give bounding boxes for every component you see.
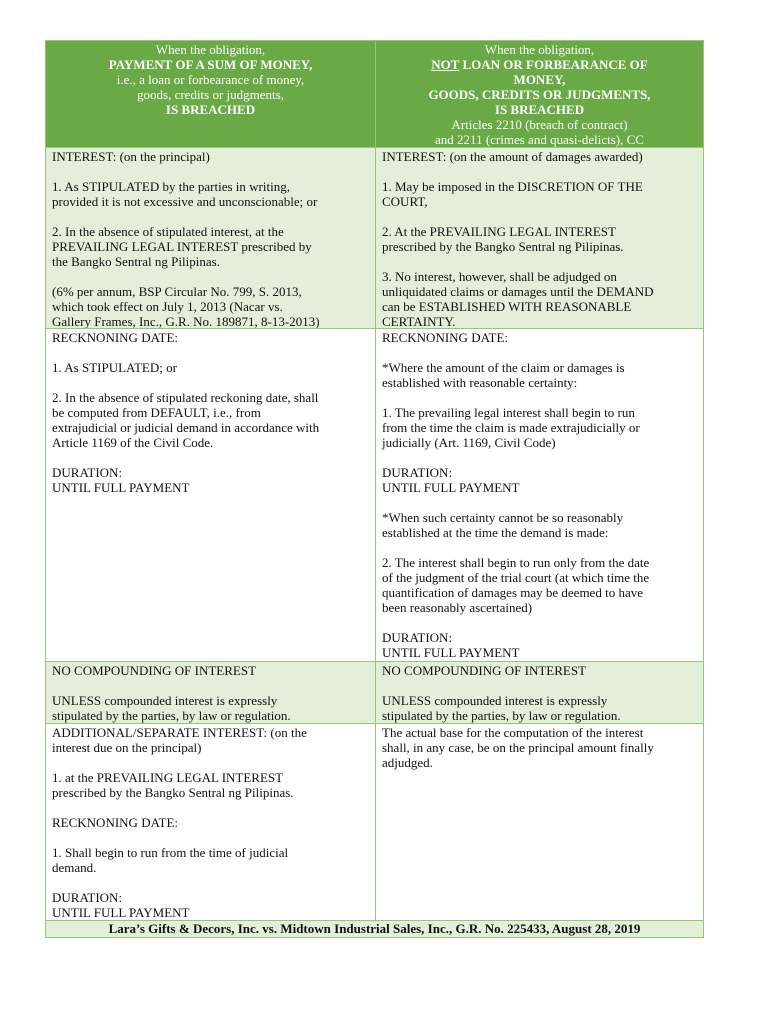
cell-text: which took effect on July 1, 2013 (Nacar vs.	[52, 299, 283, 314]
compounding-right-cell	[376, 662, 703, 724]
cell-text: provided it is not excessive and unconscionable; or	[52, 194, 318, 209]
cell-text: prescribed by the Bangko Sentral ng Pilipinas.	[52, 785, 294, 800]
cell-text: established at the time the demand is made:	[382, 525, 609, 540]
cell-text: 1. at the PREVAILING LEGAL INTEREST	[52, 770, 284, 785]
header-right-line: When the obligation,	[484, 42, 595, 57]
cell-text: prescribed by the Bangko Sentral ng Pilipinas.	[382, 239, 624, 254]
additional-left-cell	[46, 724, 376, 921]
cell-text: 2. In the absence of stipulated reckoning date, shall	[52, 390, 319, 405]
cell-text: from the time the claim is made extrajudicially or	[382, 420, 640, 435]
cell-text: *Where the amount of the claim or damages is	[382, 360, 625, 375]
cell-text: PREVAILING LEGAL INTEREST prescribed by	[52, 239, 312, 254]
cell-text: (6% per annum, BSP Circular No. 799, S. 2013,	[52, 284, 302, 299]
cell-text: UNLESS compounded interest is expressly	[52, 693, 278, 708]
cell-text: 1. May be imposed in the DISCRETION OF THE	[382, 179, 643, 194]
cell-text: shall, in any case, be on the principal amount finally	[382, 740, 654, 755]
cell-heading: ADDITIONAL/SEPARATE INTEREST: (on the	[52, 725, 307, 740]
cell-text: the Bangko Sentral ng Pilipinas.	[52, 254, 220, 269]
cell-heading: RECKNONING DATE:	[382, 330, 509, 345]
cell-text: The actual base for the computation of the interest	[382, 725, 644, 740]
interest-rules-table	[45, 40, 704, 938]
cell-text: 1. The prevailing legal interest shall begin to run	[382, 405, 635, 420]
header-right-line: Articles 2210 (breach of contract)	[451, 117, 628, 132]
interest-row	[46, 148, 703, 329]
cell-text: COURT,	[382, 194, 428, 209]
header-left-line: When the obligation,	[155, 42, 266, 57]
header-left-line: IS BREACHED	[165, 102, 256, 117]
cell-text: 2. At the PREVAILING LEGAL INTEREST	[382, 224, 616, 239]
compounding-left-cell	[46, 662, 376, 724]
cell-text: been reasonably ascertained)	[382, 600, 533, 615]
header-right-fragment: LOAN OR FORBEARANCE OF	[459, 57, 648, 72]
duration-label: DURATION:	[382, 630, 453, 645]
cell-text: 3. No interest, however, shall be adjudged on	[382, 269, 617, 284]
cell-text: stipulated by the parties, by law or regulation.	[382, 708, 621, 723]
cell-heading: interest due on the principal)	[52, 740, 202, 755]
cell-text: CERTAINTY.	[382, 314, 456, 329]
cell-text: unliquidated claims or damages until the DEMAND	[382, 284, 654, 299]
cell-heading: NO COMPOUNDING OF INTEREST	[382, 663, 587, 678]
cell-text: *When such certainty cannot be so reasonably	[382, 510, 624, 525]
reckoning-left-cell	[46, 329, 376, 662]
interest-right-cell	[376, 148, 703, 329]
cell-text: 2. In the absence of stipulated interest, at the	[52, 224, 284, 239]
header-left-line: PAYMENT OF A SUM OF MONEY,	[108, 57, 313, 72]
header-right-line: and 2211 (crimes and quasi-delicts), CC	[435, 132, 644, 147]
cell-text: of the judgment of the trial court (at which time the	[382, 570, 650, 585]
cell-text: 1. As STIPULATED; or	[52, 360, 177, 375]
table-header-row	[46, 41, 703, 148]
header-right-cell	[376, 41, 703, 148]
additional-interest-row	[46, 724, 703, 921]
cell-text: 2. The interest shall begin to run only from the date	[382, 555, 650, 570]
header-right-line	[382, 57, 697, 72]
cell-text: extrajudicial or judicial demand in accordance with	[52, 420, 320, 435]
reckoning-row	[46, 329, 703, 662]
not-underlined-word: NOT	[431, 57, 460, 72]
duration-value: UNTIL FULL PAYMENT	[382, 480, 520, 495]
header-left-cell	[46, 41, 376, 148]
cell-text: be computed from DEFAULT, i.e., from	[52, 405, 261, 420]
cell-text: can be ESTABLISHED WITH REASONABLE	[382, 299, 632, 314]
header-right-line: IS BREACHED	[494, 102, 585, 117]
compounding-row	[46, 662, 703, 724]
cell-text: 1. Shall begin to run from the time of judicial	[52, 845, 289, 860]
duration-value: UNTIL FULL PAYMENT	[382, 645, 520, 660]
cell-text: stipulated by the parties, by law or regulation.	[52, 708, 291, 723]
cell-text: judicially (Art. 1169, Civil Code)	[382, 435, 556, 450]
reckoning-right-cell	[376, 329, 703, 662]
cell-heading: NO COMPOUNDING OF INTEREST	[52, 663, 257, 678]
cell-text: 1. As STIPULATED by the parties in writing,	[52, 179, 290, 194]
duration-value: UNTIL FULL PAYMENT	[52, 905, 190, 920]
reckoning-label: RECKNONING DATE:	[52, 815, 179, 830]
cell-text: established with reasonable certainty:	[382, 375, 578, 390]
cell-heading: INTEREST: (on the amount of damages awarded)	[382, 149, 643, 164]
header-left-line: goods, credits or judgments,	[137, 87, 284, 102]
cell-text: Article 1169 of the Civil Code.	[52, 435, 214, 450]
cell-heading: RECKNONING DATE:	[52, 330, 179, 345]
cell-text: quantification of damages may be deemed to have	[382, 585, 643, 600]
duration-value: UNTIL FULL PAYMENT	[52, 480, 190, 495]
cell-text: UNLESS compounded interest is expressly	[382, 693, 608, 708]
interest-left-cell	[46, 148, 376, 329]
duration-label: DURATION:	[382, 465, 453, 480]
header-left-line: i.e., a loan or forbearance of money,	[116, 72, 305, 87]
cell-text: Gallery Frames, Inc., G.R. No. 189871, 8-13-2013)	[52, 314, 320, 329]
duration-label: DURATION:	[52, 890, 123, 905]
additional-right-cell	[376, 724, 703, 921]
cell-text: adjudged.	[382, 755, 433, 770]
case-citation-footer: Lara’s Gifts & Decors, Inc. vs. Midtown Industrial Sales, Inc., G.R. No. 225433, August 28, 2019	[46, 921, 703, 937]
header-right-line: MONEY,	[513, 72, 566, 87]
cell-text: demand.	[52, 860, 97, 875]
cell-heading: INTEREST: (on the principal)	[52, 149, 210, 164]
duration-label: DURATION:	[52, 465, 123, 480]
header-right-line: GOODS, CREDITS OR JUDGMENTS,	[428, 87, 651, 102]
